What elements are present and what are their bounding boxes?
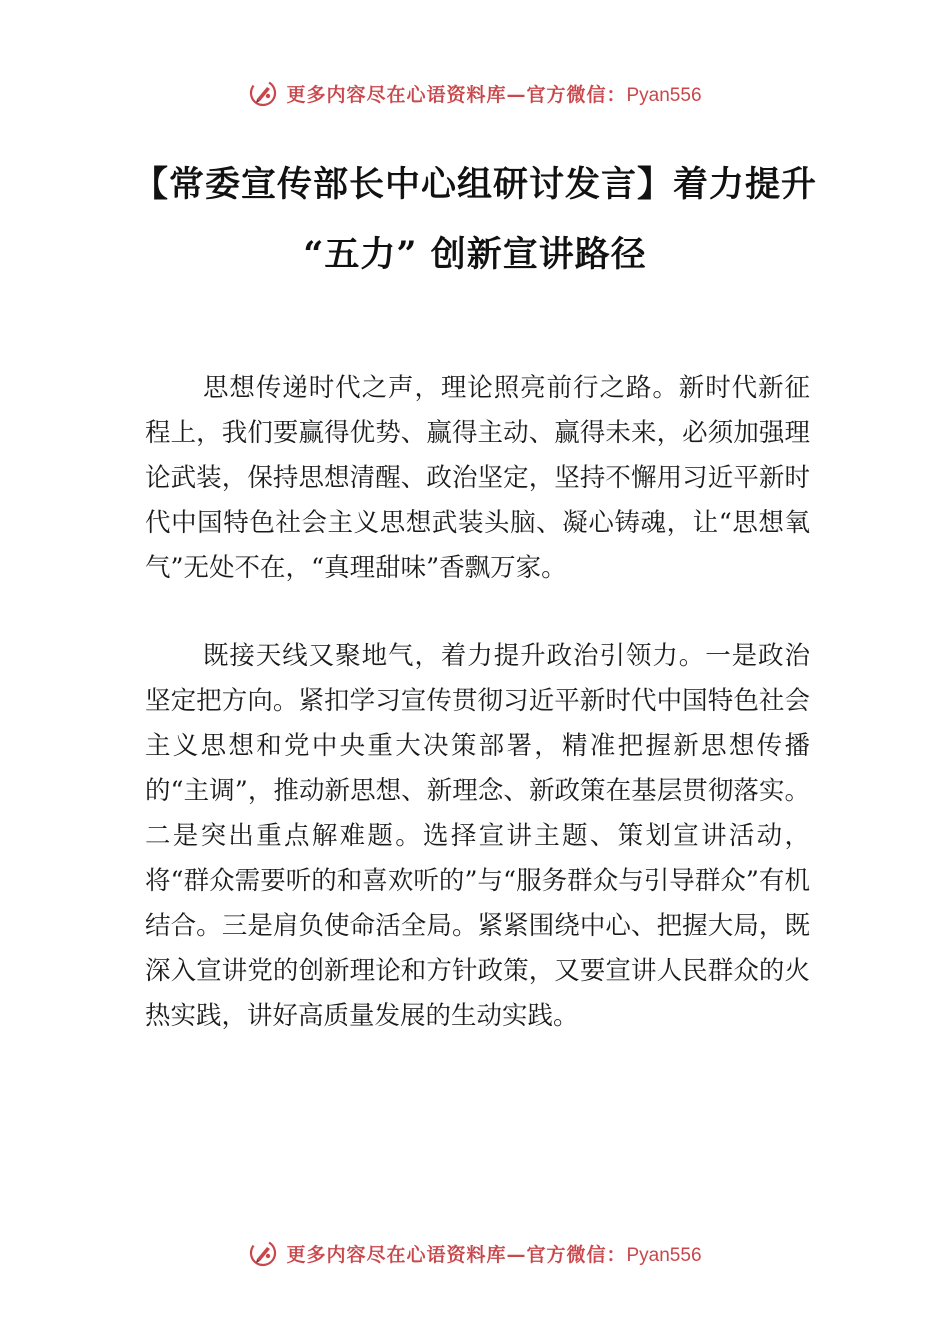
document-title-line-1: 【常委宣传部长中心组研讨发言】着力提升 <box>132 164 817 205</box>
header-banner <box>0 73 950 113</box>
wechat-id: Pyan556 <box>626 1244 702 1266</box>
promo-text: 更多内容尽在心语资料库—官方微信：Pyan556 <box>286 83 702 106</box>
seal-pen-icon <box>248 78 278 108</box>
document-title-line-2: “五力” 创新宣讲路径 <box>303 234 647 275</box>
wechat-id: Pyan556 <box>626 84 702 106</box>
seal-pen-icon <box>248 1238 278 1268</box>
footer-banner <box>0 1233 950 1273</box>
paragraph-intro: 思想传递时代之声，理论照亮前行之路。新时代新征程上，我们要赢得优势、赢得主动、赢得未来，必须加强理论武装，保持思想清醒、政治坚定，坚持不懈用习近平新时代中国特色社会主义思想武装头脑、凝心铸魂，让“思想氧气”无处不在，“真理甜味”香飘万家。 <box>145 373 810 583</box>
promo-text: 更多内容尽在心语资料库—官方微信：Pyan556 <box>286 1243 702 1266</box>
paragraph-political-leadership: 既接天线又聚地气，着力提升政治引领力。一是政治坚定把方向。紧扣学习宣传贯彻习近平新时代中国特色社会主义思想和党中央重大决策部署，精准把握新思想传播的“主调”，推动新思想、新理念、新政策在基层贯彻落实。二是突出重点解难题。选择宣讲主题、策划宣讲活动，将“群众需要听的和喜欢听的”与“服务群众与引导群众”有机结合。三是肩负使命活全局。紧紧围绕中心、把握大局，既深入宣讲党的创新理论和方针政策，又要宣讲人民群众的火热实践，讲好高质量发展的生动实践。 <box>145 641 810 1031</box>
